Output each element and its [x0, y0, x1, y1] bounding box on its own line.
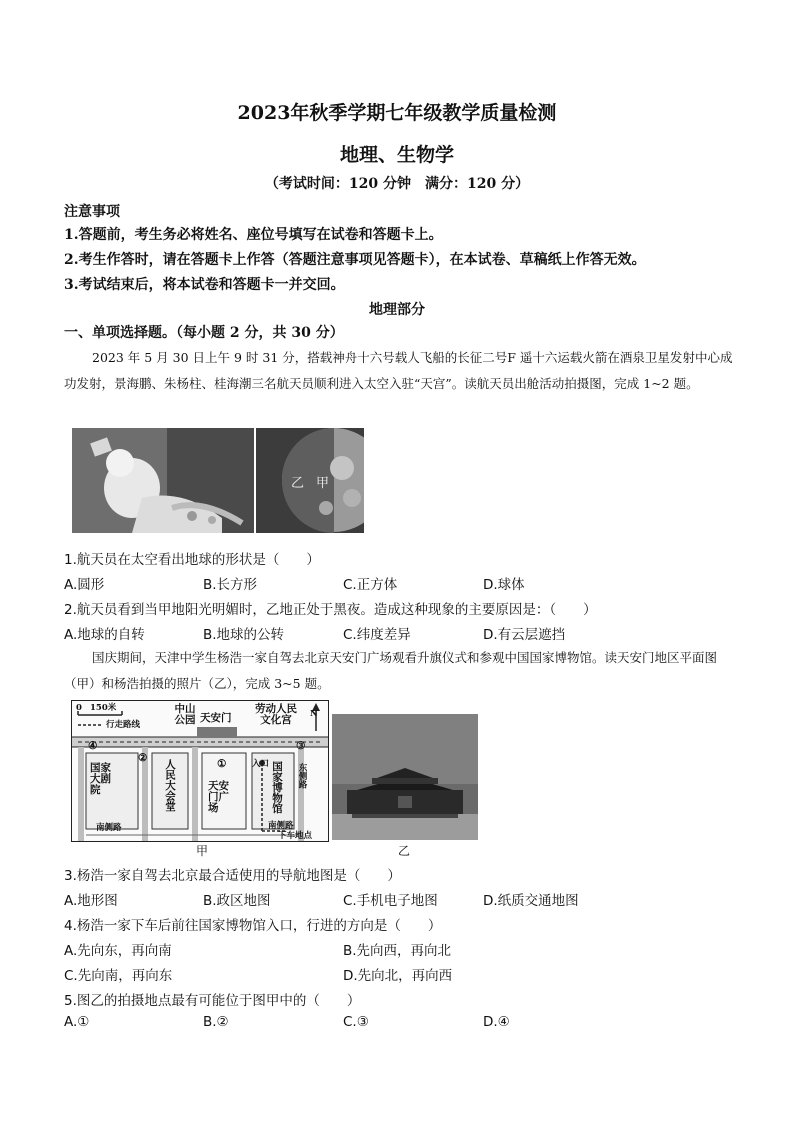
marker-4: ④ [88, 740, 98, 752]
question-stem: 4.杨浩一家下车后前往国家博物馆入口，行进的方向是（ ） [64, 918, 442, 934]
option-b: B.② [203, 1014, 229, 1030]
map-caption-jia: 甲 [196, 844, 209, 858]
option-a: A.先向东，再向南 [64, 943, 172, 959]
marker-3: ③ [296, 740, 306, 752]
label-tiananmen: 天安门 [200, 712, 232, 724]
scale-label: 150米 [90, 703, 117, 713]
passage-2: 国庆期间，天津中学生杨浩一家自驾去北京天安门广场观看升旗仪式和参观中国国家博物馆。读天安门地区平面图（甲）和杨浩拍摄的照片（乙），完成 3~5 题。 [64, 650, 718, 691]
question-stem: 2.航天员看到当甲地阳光明媚时，乙地正处于黑夜。造成这种现象的主要原因是：（ ） [64, 602, 597, 618]
label-entrance: 入口 [252, 759, 270, 769]
label-laodong: 劳动人民文化宫 [255, 703, 297, 726]
label-grand-theatre: 国家大剧院 [90, 762, 111, 796]
option-c: C.纬度差异 [343, 627, 411, 643]
exam-info: （考试时间：120 分钟 满分：120 分） [264, 176, 530, 192]
note-item: 1.答题前，考生务必将姓名、座位号填写在试卷和答题卡上。 [64, 227, 443, 243]
scale-zero: 0 [76, 703, 82, 713]
option-b: B.先向西，再向北 [343, 943, 452, 959]
question-stem: 5.图乙的拍摄地点最有可能位于图甲中的（ ） [64, 993, 361, 1009]
option-a: A.圆形 [64, 577, 105, 593]
label-south-road-west: 南侧路 [96, 823, 122, 833]
notes-heading: 注意事项 [64, 204, 120, 220]
label-east-road: 东侧路 [297, 763, 307, 789]
question-stem: 3.杨浩一家自驾去北京最合适使用的导航地图是（ ） [64, 868, 401, 884]
note-item: 2.考生作答时，请在答题卡上作答（答题注意事项见答题卡），在本试卷、草稿纸上作答无效。 [64, 252, 646, 268]
option-d: D.先向北，再向西 [343, 968, 453, 984]
option-a: A.地球的自转 [64, 627, 145, 643]
option-b: B.政区地图 [203, 893, 271, 909]
marker-1: ① [217, 758, 227, 770]
label-great-hall: 人民大会堂 [164, 759, 176, 812]
option-c: C.③ [343, 1014, 369, 1030]
option-a: A.地形图 [64, 893, 118, 909]
option-a: A.① [64, 1014, 90, 1030]
label-south-road-east: 南侧路 [268, 821, 294, 831]
option-b: B.地球的公转 [203, 627, 285, 643]
option-d: D.纸质交通地图 [483, 893, 579, 909]
photo-caption-yi: 乙 [398, 844, 411, 858]
note-item: 3.考试结束后，将本试卷和答题卡一并交回。 [64, 277, 345, 293]
section-part-title: 地理部分 [369, 302, 425, 318]
label-museum: 国家博物馆 [271, 761, 283, 814]
label-jia: 甲 [316, 476, 330, 491]
option-c: C.手机电子地图 [343, 893, 438, 909]
earth-photo [256, 428, 364, 533]
label-drop-off: 下车地点 [278, 831, 313, 841]
option-d: D.④ [483, 1014, 510, 1030]
tiananmen-photo [332, 714, 478, 840]
question-stem: 1.航天员在太空看出地球的形状是（ ） [64, 552, 320, 568]
north-label: N [310, 709, 318, 719]
question-section-heading: 一、单项选择题。（每小题 2 分，共 30 分） [64, 325, 344, 341]
astronaut-photo [72, 428, 254, 533]
option-c: C.正方体 [343, 577, 398, 593]
option-d: D.有云层遮挡 [483, 627, 566, 643]
option-b: B.长方形 [203, 577, 258, 593]
legend-label: 行走路线 [106, 720, 141, 730]
label-yi: 乙 [291, 476, 305, 491]
option-c: C.先向南，再向东 [64, 968, 173, 984]
exam-title: 2023年秋季学期七年级教学质量检测 [237, 102, 557, 124]
option-d: D.球体 [483, 577, 525, 593]
label-square: 天安门广场 [208, 780, 229, 814]
exam-subject: 地理、生物学 [339, 144, 454, 166]
passage-1: 2023 年 5 月 30 日上午 9 时 31 分，搭载神舟十六号载人飞船的长征二号F 遥十六运载火箭在酒泉卫星发射中心成功发射，景海鹏、朱杨柱、桂海潮三名航天员顺利进入太空入驻“天宫”。读航天员出舱活动拍摄图，完成 1~2 题。 [64, 350, 733, 391]
label-zhongshan-park: 中山公园 [174, 703, 196, 726]
tiananmen-map [71, 700, 329, 842]
marker-2: ② [138, 752, 148, 764]
